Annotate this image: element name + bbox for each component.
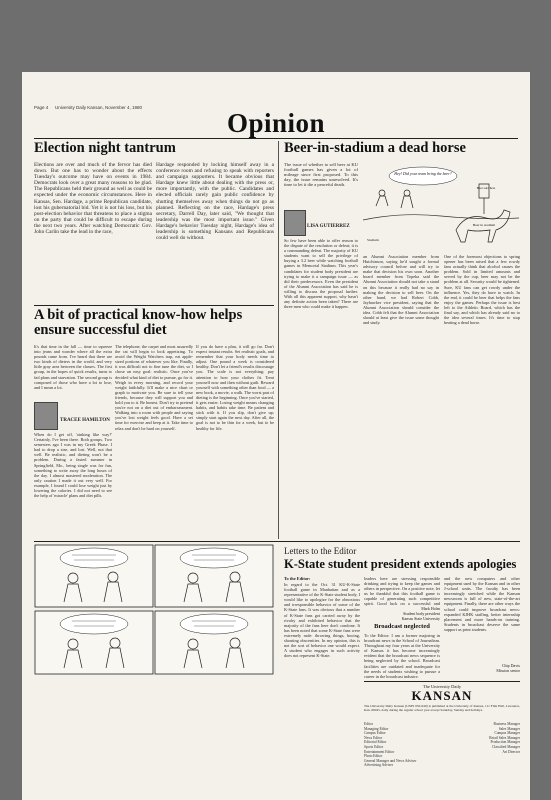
beer-column-3: One of the foremost objections to spring opener has been raised that a few rowdy fans actually think that alcohol causes the problem. Sold in limited amounts and served by the cup, beer may not be the problem at all. Security would be tightened. Sure, KU fans can get rowdy under the influence. Yes, they do have to watch. In the end, it could be beer that helps the fans enjoy the games. Perhaps the issue is best left to the Athletic Board, which has the final say, and which has already said no to the idea several times. It's time to stop beating a dead horse. [444, 254, 520, 326]
beer-headline: Beer-in-stadium a dead horse [284, 140, 466, 156]
staff-role: Entertainment Editor [364, 749, 395, 754]
kansan-info: The University Daily Kansan (USPS 650-640) is published at the University of Kansas, 111 Flint Hall, Lawrence, Kan. 66045, daily during the regular school year except Saturday, Sunday and holidays. [364, 704, 520, 712]
letter-salutation: To the Editor: [284, 576, 311, 581]
diet-column-1a: It's that time in the fall — time to squeeze into jeans and wonder where all the extra pounds came from. I've heard that there are two kinds of dieters in the world, and very little gray area between the classes. The first group, in the hopes of quick results, turns to fad plans and starvation. The second group is composed of those who have a lot to lose, and I mean a lot. [34, 344, 112, 390]
staff-role: Business Manager [493, 722, 520, 726]
comic-strip [34, 544, 274, 676]
letters-column-3: and the new computers and other equipment used by the Kansan and in other J-school units. The faculty has been increasingly stretched while the Kansan newsroom is full of new, state-of-the-art equipment. Finally, there are other ways the school could improve broadcast news: expanded KJHK staffing, better internship placement and more hands-on training. Students in broadcast deserve the same support as print students. [444, 576, 520, 632]
letters-column-1: In regard to the Oct. 31 KU-K-State football game in Manhattan and as a representative of the K-State student body, I would like to apologize for the obnoxious and irresponsible behavior of some of the K-State fans. It was obvious that a number of K-State fans got carried away by the rivalry and exhibited behavior that the majority of the fans here don't condone. It has been noted that some K-State fans were extremely rude: throwing things, booing, shouting obscenities. In my opinion, this is not the sort of behavior one would expect. A student who engages in such activity does not represent K-State. [284, 582, 360, 659]
staff-role: News Editor [364, 735, 383, 740]
staff-role: Advertising Adviser [364, 763, 394, 768]
beer-cartoon [361, 160, 521, 250]
election-column-1: Elections are over and much of the fervor has died down. But one has to wonder about the effects Tuesday's outcome may have on events in 1984. Democrats look over a great many reasons to be glad. The Republicans held their ground as well as could be expected under the economic circumstances. Here in Kansas, Sen. Hardage, a prime Republican candidate, lost his gubernatorial bid. Yet it is not his loss, but his post-election behavior that threatens to place a stigma on the party that could be difficult to escape during the next two years. After watching Democratic Gov. John Carlin take the lead in the race, [34, 162, 152, 236]
paper-line: University Daily Kansan, November 4, 1980 [55, 105, 143, 110]
page-label: Page 4 [34, 105, 49, 110]
mid-rule [34, 541, 520, 542]
kansan-small: The University Daily [422, 684, 462, 689]
letter-signature-2: Chip Davis Mission senior [496, 663, 520, 673]
kansan-staff-left [364, 722, 440, 768]
letters-column-2b: To the Editor: I am a former majoring in broadcast news in the School of Journalism. Throughout my four years at the University of Kansas it has become increasingly evident that the broadcast news sequence is being neglected by the school. Broadcast facilities are outdated and inadequate for the needs of students wishing to pursue a career in the broadcast industry. [364, 633, 440, 678]
beer-deck: The issue of whether to sell beer at KU football games has given a lot of mileage since first proposed. To this day, the issue remains unresolved. It's time to let it die a peaceful death. [284, 162, 358, 188]
cartoon-horse-label: Beer in stadium [472, 223, 496, 227]
cartoon-label: Stadium [367, 238, 379, 242]
staff-role: Editorial Editor [364, 740, 387, 745]
staff-role: Sports Editor [364, 744, 384, 749]
diet-author: TRACEE HAMILTON [60, 418, 110, 423]
kansan-nameplate: KANSAN [411, 688, 473, 703]
diet-column-3: If you do have a plan, it will go far. Don't expect instant results. Set realistic goals, and remember that your body needs time to adjust. One pound a week is considered healthy. Don't let a friend's results discourage you. The scale is not everything; pay attention to how your clothes fit. Treat yourself now and then without guilt. Reward yourself with something other than food — a new book, a movie, a walk. The worst part of dieting is the beginning. Once you've started, it gets easier. Losing weight means changing habits, and habits take time. Be patient and stick with it. If you slip, don't give up; simply start again the next day. After all, the goal is not to be thin for a week, but to be healthy for life. [196, 344, 274, 431]
letters-headline: K-State student president extends apologies [284, 557, 517, 571]
staff-role: Photo Editor [364, 754, 383, 759]
diet-column-1b: When do I get off, 'oinking like way?' Certainly, I've been there. Both groups. Two semesters ago I was in my Greek Phase. I had to drop a size, and lost. Well, not that well. Be realistic, and dieting won't be a problem. During a fasted summer in Springfield, Mo., being single was for fun, something to write away the long hours of the day. I almost mastered moderation. The only caution I made it out very well. For example, I found I could lose weight just by lowering the calories. I did not need to see the help of 'miracle' plans and diet pills. [34, 432, 112, 499]
staff-role: Campus Manager [494, 731, 520, 736]
cartoon-speech: Hey! Did your team bring the beer? [394, 171, 452, 176]
staff-role: Retail Sales Manager [489, 735, 520, 740]
staff-role: Campus Editor [364, 731, 386, 736]
beer-column-1: So few have been able to offer reason to the dispute of the resolution or defeat; it is a commanding defeat. The majority of KU students want to sell the privilege of buying a 3.2 beer while watching football games in Memorial Stadium. This year's candidates for student body president are trying to make it a campaign issue — as did their predecessors. Even the president of the Alumni Association has said he is willing to discuss the proposal further. With all this apparent support, why hasn't any definite action been taken? There are three men who could make it happen. [284, 238, 358, 310]
column-divider [278, 141, 279, 539]
letters-band: Letters to the Editor [284, 546, 357, 556]
diet-headline: A bit of practical know-how helps ensure successful diet [34, 307, 243, 338]
kansan-staff-right [452, 722, 520, 754]
beer-column-2: an Alumni Association member from Hutchinson, saying he'd sought a formal advisory council before and will try to make that decision his own soon. Another board member from Topeka said the Alumni Association should not take a stand on this because it really had no say in making the decision to sell beer. On the other hand, we had Robert Cobb, Jayhawker vice president, saying that the Alumni Association should consider the idea. Cobb felt that the Alumni Association should at least give the issue some thought and study. [363, 254, 439, 326]
beer-author: LISA GUTIERREZ [307, 224, 350, 229]
diet-column-2: The telephone, the carpet and most assuredly the cat will begin to look appetizing. To avoid the Weight Watchers trap, eat apple-sized portions of whatever you like. Finally, it was difficult not to fine tune the diet, so I chose an easy goal: realistic. Once you've decided what kind of diet to pursue, go for it. Weigh in every morning, and record your weight faithfully. It'll make a nice chart or graph to motivate you. Be sure to tell your friends, because they will support you and hold you to it. Be honest. Don't try to pretend you're not on a diet out of embarrassment. Walking into a room with people and saying you've lost weight feels good. Have a set time for exercise and keep at it. Take time to relax and don't be hard on yourself. [115, 344, 193, 431]
staff-role: Managing Editor [364, 726, 389, 731]
broadcast-headline: Broadcast neglected [374, 623, 430, 630]
election-headline: Election night tantrum [34, 140, 176, 156]
election-column-2: Hardage responded by locking himself away in a conference room and refusing to speak with reporters and campaign supporters. It became obvious that Hardage knew little about dealing with the press or, more importantly, with the public. Candidates and elected officials rarely gain public confidence by shutting themselves away when things do not go as planned. Reflecting on the race, Hardage's press secretary, Darrell Day, later said, "We thought that leadership was the most important issue." Given Hardage's behavior Tuesday night, Hardage's idea of leadership is something Kansans and Republicans could well do without. [156, 162, 274, 242]
columnist-photo [34, 402, 58, 430]
newspaper-page [22, 72, 530, 800]
beer-columnist-photo [284, 210, 306, 236]
section-title: Opinion [226, 108, 326, 138]
staff-role: Sales Manager [498, 726, 520, 731]
cartoon-sign: Beer sold here [476, 186, 496, 190]
letter-signature: Mark Holm Student body president Kansas State University [401, 606, 440, 621]
staff-role: Art Director [502, 749, 520, 754]
staff-role: Classified Manager [491, 744, 520, 749]
letters-column-2: leaders here are stressing responsible drinking and trying to keep the games and others in perspective. On a positive note, let us be thankful that this football game is capable of generating such competitive spirit. Good luck on a successful and [364, 576, 440, 606]
staff-role: Editor [364, 722, 373, 726]
staff-role: General Manager and News Adviser [364, 758, 417, 763]
staff-role: Production Manager [490, 740, 520, 745]
diet-top-rule [34, 305, 274, 306]
